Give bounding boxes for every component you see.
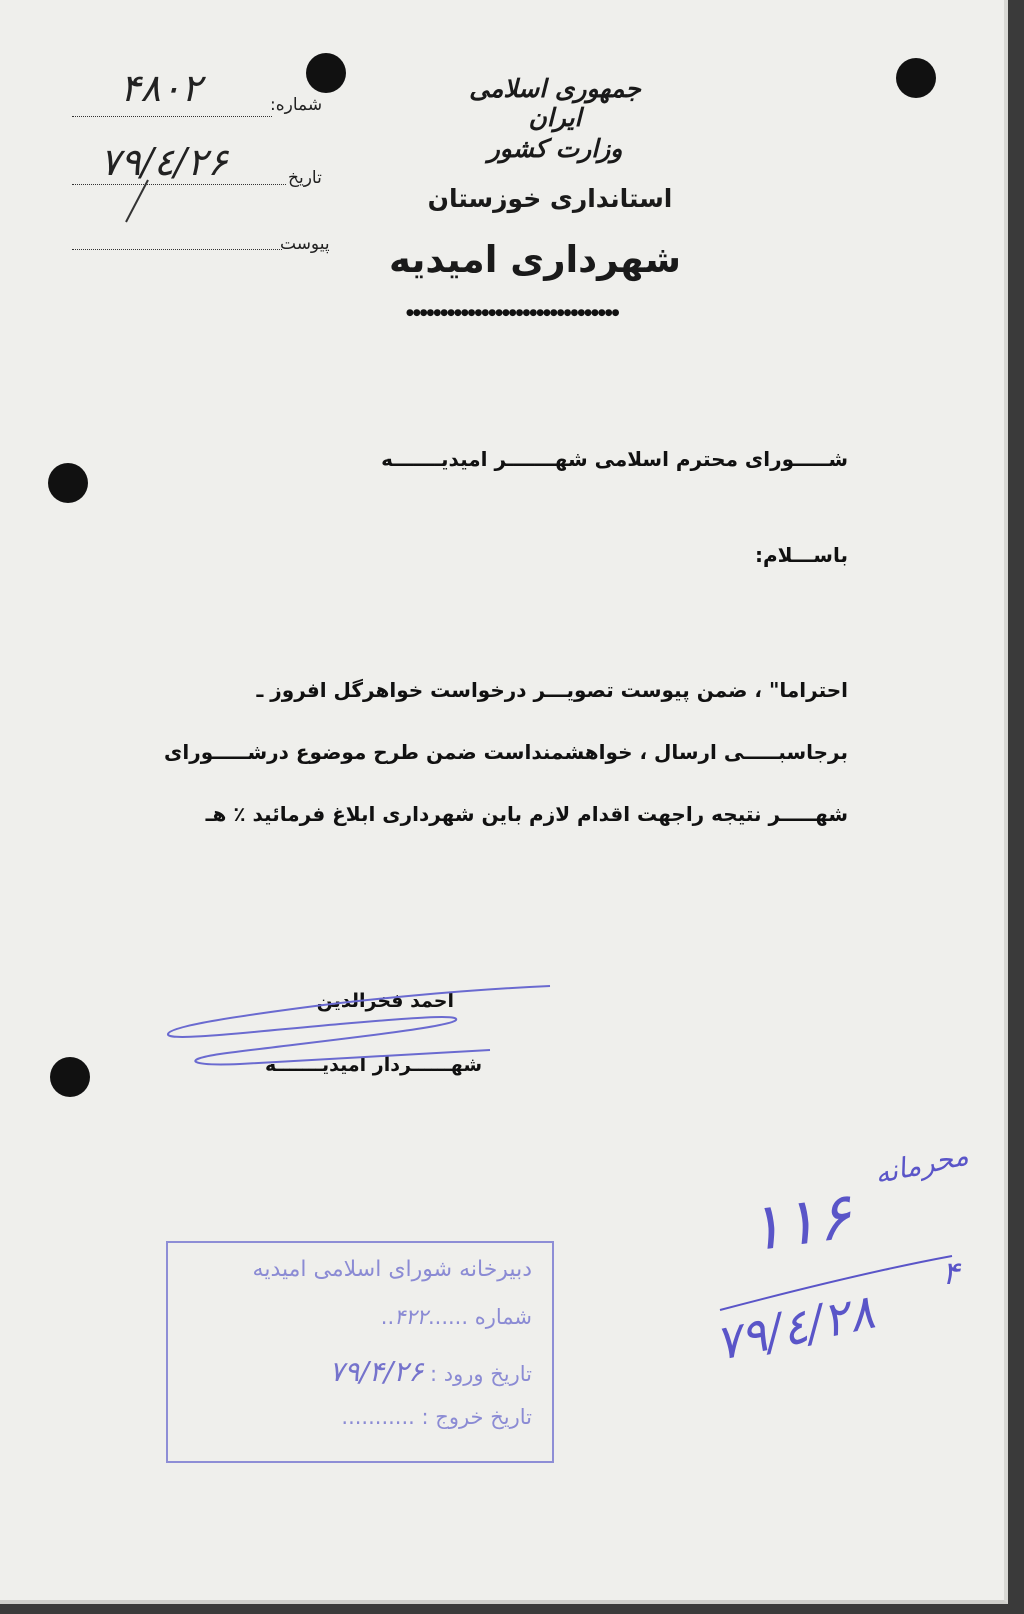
stamp-entry-row bbox=[329, 1355, 532, 1388]
date-slash-stroke bbox=[118, 176, 158, 226]
letterhead-ministry: وزارت کشور bbox=[487, 134, 623, 163]
body-line-2: برجاسبـــــى ارسال ، خواهشمنداست ضمن طرح موضوع درشـــــوراى bbox=[164, 740, 848, 764]
stamp-number-label: شماره bbox=[474, 1305, 532, 1329]
letterhead-municipality: شهرداری امیدیه bbox=[389, 238, 681, 281]
stamp-title: دبیرخانه شورای اسلامی امیدیه bbox=[252, 1257, 532, 1282]
punch-hole-top-right bbox=[896, 58, 936, 98]
stamp-entry-value: ۷۹/۴/۲۶ bbox=[329, 1355, 424, 1388]
number-label: شماره: bbox=[270, 95, 323, 115]
attachment-label: پیوست bbox=[280, 234, 330, 254]
stamp-exit-label: تاریخ خروج : bbox=[421, 1405, 532, 1429]
stamp-number-value: ۴۲۲ bbox=[394, 1305, 428, 1329]
stamp-exit-row: تاریخ خروج : ........... bbox=[341, 1405, 532, 1429]
addressee-line: شـــــوراى محترم اسلامى شهـــــــر اميديـــــــه bbox=[381, 447, 848, 471]
signatory-name: احمد فخرالدين bbox=[316, 990, 454, 1012]
annotation-side-mark: ۴ bbox=[942, 1254, 960, 1292]
punch-hole-top-left bbox=[306, 53, 346, 93]
date-label: تاریخ bbox=[288, 168, 322, 188]
handwritten-signature bbox=[160, 980, 570, 1080]
annotation-note: محرمانه bbox=[871, 1138, 972, 1191]
stamp-number-row: شماره ......۴۲۲.. bbox=[380, 1305, 532, 1329]
number-value: ۴۸۰۲ bbox=[120, 66, 202, 110]
attachment-dotted-line bbox=[72, 249, 282, 250]
body-line-1: احتراما" ، ضمن پيوست تصويـــر درخواست خواهرگل افروز ـ bbox=[256, 678, 848, 702]
stamp-entry-label: تاریخ ورود : bbox=[430, 1362, 532, 1386]
punch-hole-middle bbox=[48, 463, 88, 503]
punch-hole-bottom bbox=[50, 1057, 90, 1097]
annotation-date: ۷۹/٤/۲۸ bbox=[709, 1283, 880, 1373]
date-value: ۷۹/٤/۲۶ bbox=[100, 140, 228, 184]
letterhead-divider: ●●●●●●●●●●●●●●●●●●●●●●●●●●●●●●● bbox=[406, 308, 619, 318]
letterhead-province: استانداری خوزستان bbox=[427, 184, 673, 213]
greeting-line: باســـلام: bbox=[754, 543, 848, 567]
letterhead-country: جمهوری اسلامی ایران bbox=[469, 74, 641, 132]
signatory-title: شهــــــردار اميديـــــــه bbox=[265, 1054, 482, 1076]
body-line-3: شهـــــر نتيجه راجهت اقدام لازم باين شهرداری ابلاغ فرمائيد ٪ هـ bbox=[205, 802, 848, 826]
annotation-number: ۱۱۶ bbox=[743, 1179, 856, 1267]
number-dotted-line bbox=[72, 116, 272, 117]
date-dotted-line bbox=[72, 184, 286, 185]
secretariat-stamp bbox=[166, 1241, 554, 1463]
